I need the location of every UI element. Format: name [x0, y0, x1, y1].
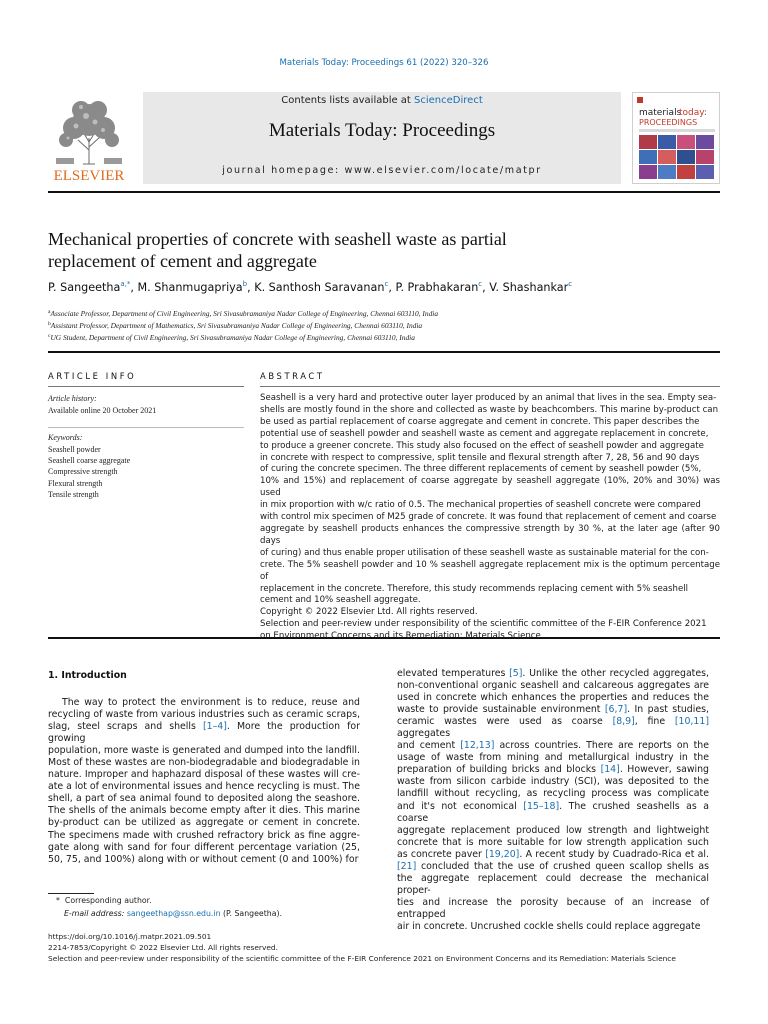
corresponding-label: Corresponding author. — [64, 896, 152, 905]
body-text: . Unlike the other recycled aggregates, — [522, 668, 709, 679]
journal-header — [143, 92, 621, 184]
body-text: . The crushed seashells as a coarse — [397, 800, 709, 824]
body-text-line — [48, 745, 360, 757]
body-text: air in concrete. Uncrushed cockle shells could replace aggregate — [397, 920, 701, 932]
body-text: across countries. There are reports on the — [494, 740, 710, 752]
body-text-line — [48, 769, 360, 781]
body-text: Most of these wastes are non-biodegradable and biodegradable in — [48, 757, 360, 769]
abstract-line: aggregate by seashell products enhances the compressive strength by 30 %, at the later age (after 90 days — [260, 523, 720, 546]
author-affil-mark[interactable]: c — [478, 280, 483, 288]
citation-link[interactable]: [21] — [397, 860, 417, 872]
footnote-rule — [48, 893, 94, 894]
body-text-line — [397, 897, 709, 921]
keywords-label: Keywords: — [48, 433, 83, 442]
body-text: and it's not economical — [397, 800, 524, 812]
contents-line — [143, 95, 621, 106]
body-text: the aggregate replacement could decrease the mechanical proper- — [397, 872, 709, 896]
body-text-line — [397, 764, 709, 776]
affiliation-mark: a — [48, 309, 51, 315]
citation-link[interactable]: [14] — [600, 764, 620, 776]
citation-link[interactable]: [12,13] — [460, 740, 495, 752]
affiliation-text: Assistant Professor, Department of Mathematics, Sri Sivasubramaniya Nadar College of Engineering, Chennai 603110, India — [50, 321, 423, 330]
affiliation-mark: b — [48, 321, 51, 327]
body-text-line — [397, 801, 709, 825]
body-text: usage of waste from mining and metallurgical industry in the — [397, 752, 709, 764]
abstract-line: replacement in the concrete. Therefore, this study recommends replacing cement with 5% seashell — [260, 583, 689, 594]
body-text: . However, sawing — [619, 764, 709, 776]
section-heading-introduction: 1. Introduction — [48, 670, 127, 681]
body-text-line — [397, 716, 709, 740]
citation-link[interactable]: [19,20] — [485, 848, 520, 860]
body-text: , fine — [634, 716, 675, 728]
author-list: P. Sangeetha$^{a,*}$, M. Shanmugapriya$^b$, K. Santhosh Saravanan$^c$, P. Prabhakaran$^c$, V. Shashankar$^c$ — [48, 280, 573, 294]
journal-name: Materials Today: Proceedings — [268, 120, 496, 141]
keywords-rule — [48, 427, 244, 428]
abstract-line: be used as partial replacement of coarse aggregate and cement in concrete. This paper describes the — [260, 416, 700, 427]
article-info-divider — [48, 351, 720, 353]
article-title — [48, 228, 708, 272]
body-text: landfill without recycling, as recycling process was complicate — [397, 788, 709, 800]
abstract-line: crete. The 5% seashell powder and 10 % seashell aggregate replacement mix is the optimum percentage of — [260, 559, 720, 582]
affiliation-text: Associate Professor, Department of Civil Engineering, Sri Sivasubramaniya Nadar College of Engineering, Chennai 603110, India — [50, 309, 439, 318]
body-text: . In past studies, — [627, 704, 709, 716]
body-text: ceramic wastes were used as coarse — [397, 716, 613, 728]
body-text-line — [48, 817, 360, 829]
author-affil-mark[interactable]: a,* — [120, 280, 131, 288]
body-text: waste to provide sustainable environment — [397, 704, 605, 716]
body-text: The shells of the animals become empty after it dies. This marine — [48, 805, 360, 817]
body-text: . More the production for growing — [48, 721, 360, 745]
affiliation-text: UG Student, Department of Civil Engineering, Sri Sivasubramaniya Nadar College of Engineering, Chennai 603110, India — [50, 333, 415, 342]
abstract-line: with control mix specimen of M25 grade of concrete. It was found that replacement of cement and coarse — [260, 512, 717, 523]
abstract-line: to produce a greener concrete. This study also focused on the effect of seashell powder and aggregate — [260, 440, 704, 451]
abstract-line: of curing) and thus enable proper utilisation of these seashell waste as sustainable material for the con- — [260, 547, 709, 558]
abstract-peer-review: Selection and peer-review under responsibility of the scientific committee of the F-EIR Conference 2021 — [260, 619, 707, 630]
body-column-right — [397, 668, 709, 933]
affiliation-mark: c — [48, 333, 51, 339]
affiliation-list — [48, 307, 720, 343]
citation-link[interactable]: [10,11] — [674, 716, 709, 728]
abstract-rule — [260, 386, 720, 387]
email-label: E-mail address: — [64, 909, 125, 918]
cover-title-a: materials — [639, 108, 682, 118]
body-text: ties and increase the porosity because of an increase of entrapped — [397, 896, 709, 920]
title-line-1: Mechanical properties of concrete with seashell waste as partial — [48, 229, 507, 249]
body-text-line — [397, 692, 709, 704]
body-text-line — [397, 740, 709, 752]
bottom-peer-review: Selection and peer-review under responsibility of the scientific committee of the F-EIR Conference 2021 on Environment Concerns and its Remediation: Materials Science — [48, 954, 676, 963]
body-text-line — [397, 861, 709, 873]
body-text: nature. Improper and haphazard disposal of these wastes will cre- — [48, 769, 360, 781]
doi-link[interactable]: https://doi.org/10.1016/j.matpr.2021.09.501 — [48, 932, 212, 941]
affiliation-item — [48, 319, 720, 331]
article-info-heading: ARTICLE INFO — [48, 371, 137, 381]
abstract-divider — [48, 637, 720, 639]
abstract-line: potential use of seashell powder and seashell waste as cement and aggregate replacement in concrete, — [260, 428, 709, 439]
body-text-line — [397, 921, 709, 933]
abstract-heading: ABSTRACT — [260, 371, 325, 381]
issn-line: 2214-7853/Copyright © 2022 Elsevier Ltd. All rights reserved. — [48, 943, 278, 952]
body-text: gate along with sand for four different percentage variation (25, — [48, 841, 360, 853]
body-text: shell, a part of sea animal found to deposited along the seashore. — [48, 793, 360, 805]
author-affil-mark[interactable]: c — [384, 280, 389, 288]
cover-title-b: today: — [679, 108, 707, 118]
body-text-line — [48, 805, 360, 817]
body-text: slag, steel scraps and shells — [48, 721, 203, 733]
footnote-email — [64, 909, 282, 918]
body-text: aggregate replacement produced low strength and lightweight — [397, 824, 709, 836]
history-value: Available online 20 October 2021 — [48, 406, 157, 415]
abstract-line: of curing the concrete specimen. The three different replacements of cement by seashell powder (5%, — [260, 464, 702, 475]
citation-link[interactable]: [5] — [509, 668, 523, 679]
cover-title-c: PROCEEDINGS — [639, 118, 698, 127]
body-text: The specimens made with crushed refractory brick as fine aggre- — [48, 829, 360, 841]
abstract-line: in mix proportion with w/c ratio of 0.5. The mechanical properties of seashell concrete were compared — [260, 500, 701, 511]
body-text: waste from silicon carbide industry (SCI), was deposited to the — [397, 776, 709, 788]
author-affil-mark[interactable]: c — [568, 280, 573, 288]
body-text-line — [48, 781, 360, 793]
keyword-item: Compressive strength — [48, 467, 118, 477]
body-text-line — [397, 668, 709, 680]
contents-prefix: Contents lists available at — [281, 95, 415, 106]
footnote-corresponding — [56, 896, 152, 905]
body-text: aggregates — [397, 728, 451, 740]
keyword-item: Flexural strength — [48, 478, 103, 488]
body-text-line — [48, 757, 360, 769]
body-column-left — [48, 697, 360, 866]
body-text-line — [397, 873, 709, 897]
sciencedirect-link[interactable]: ScienceDirect — [414, 95, 483, 106]
body-text: concrete that is more suitable for low strength application such — [397, 836, 709, 848]
keyword-item: Seashell coarse aggregate — [48, 456, 131, 466]
affiliation-item — [48, 331, 720, 343]
body-text: non-conventional organic seashell and calcareous aggregates are — [397, 680, 709, 692]
abstract-line: in concrete with respect to compressive, split tensile and flexural strength after 7, 28, 56 and 90 days — [260, 452, 700, 463]
article-info-rule — [48, 386, 244, 387]
citation-link[interactable]: [1–4] — [202, 721, 227, 733]
body-text-line — [48, 854, 360, 866]
journal-homepage[interactable]: journal homepage: www.elsevier.com/locate/matpr — [222, 165, 542, 176]
abstract-line: 10% and 15%) and replacement of coarse aggregate by seashell aggregate (10%, 20% and 30%) was used — [260, 476, 720, 499]
email-suffix: (P. Sangeetha). — [223, 909, 282, 918]
body-text-line — [48, 842, 360, 854]
citation-link[interactable]: [8,9] — [612, 716, 635, 728]
author-name: P. Sangeetha — [48, 281, 121, 294]
elsevier-wordmark: ELSEVIER — [53, 168, 125, 184]
body-text-line — [397, 752, 709, 764]
keyword-item: Seashell powder — [48, 445, 101, 454]
author-name: M. Shanmugapriya — [137, 281, 243, 294]
body-text: preparation of building bricks and blocks — [397, 764, 601, 776]
affiliation-item — [48, 307, 720, 319]
author-name: V. Shashankar — [489, 281, 569, 294]
abstract-body — [260, 393, 720, 643]
author-email-link[interactable]: sangeethap@ssn.edu.in — [126, 909, 221, 918]
body-text: and cement — [397, 740, 461, 752]
body-text-line — [397, 837, 709, 849]
body-text-line — [397, 825, 709, 837]
body-text-line — [397, 849, 709, 861]
citation-link[interactable]: [6,7] — [604, 704, 628, 716]
body-text: by-product can be utilized as aggregate or cement in concrete. — [48, 817, 360, 829]
body-text-line — [48, 709, 360, 721]
abstract-line: shells are mostly found in the shore and collected as waste by beachcombers. This marine by-product can — [260, 404, 719, 415]
abstract-copyright: Copyright © 2022 Elsevier Ltd. All rights reserved. — [260, 607, 478, 618]
body-text: ate a lot of environmental issues and hence recycling is must. The — [48, 781, 360, 793]
body-text: population, more waste is generated and dumped into the landfill. — [48, 745, 360, 757]
body-text: recycling of waste from various industries such as ceramic scraps, — [48, 709, 360, 721]
author-affil-mark[interactable]: b — [242, 280, 248, 288]
body-text-line — [48, 721, 360, 745]
body-text-line — [48, 793, 360, 805]
journal-citation-link[interactable]: Materials Today: Proceedings 61 (2022) 320–326 — [279, 58, 489, 68]
title-line-2: replacement of cement and aggregate — [48, 251, 317, 271]
body-text: as concrete paver — [397, 848, 486, 860]
body-text: The way to protect the environment is to reduce, reuse and — [62, 697, 360, 708]
keywords-list — [48, 444, 130, 500]
body-text-line — [397, 704, 709, 716]
abstract-line: cement and 10% seashell aggregate. — [260, 595, 421, 606]
citation-link[interactable]: [15–18] — [523, 800, 560, 812]
body-text: concluded that the use of crushed queen scallop shells as — [416, 860, 709, 872]
body-text-line — [397, 680, 709, 692]
body-text: . A recent study by Cuadrado-Rica et al. — [519, 848, 709, 860]
author-name: P. Prabhakaran — [395, 281, 479, 294]
abstract-line: Seashell is a very hard and protective outer layer produced by an animal that lives in the sea. Empty sea- — [260, 393, 717, 403]
body-text-line — [48, 830, 360, 842]
history-label: Article history: — [48, 394, 97, 403]
body-text-line — [397, 788, 709, 800]
body-text: elevated temperatures — [397, 668, 510, 679]
keyword-item: Tensile strength — [48, 489, 99, 499]
author-name: K. Santhosh Saravanan — [254, 281, 385, 294]
body-text-line — [397, 776, 709, 788]
body-text-line — [48, 697, 360, 709]
journal-cover-thumbnail — [632, 92, 720, 184]
header-divider — [48, 191, 720, 193]
body-text: 50, 75, and 100%) along with or without cement (0 and 100%) for — [48, 853, 359, 865]
body-text: used in concrete which enhances the properties and reduces the — [397, 692, 709, 704]
elsevier-logo — [48, 92, 130, 184]
footnote-star: * — [56, 896, 60, 905]
